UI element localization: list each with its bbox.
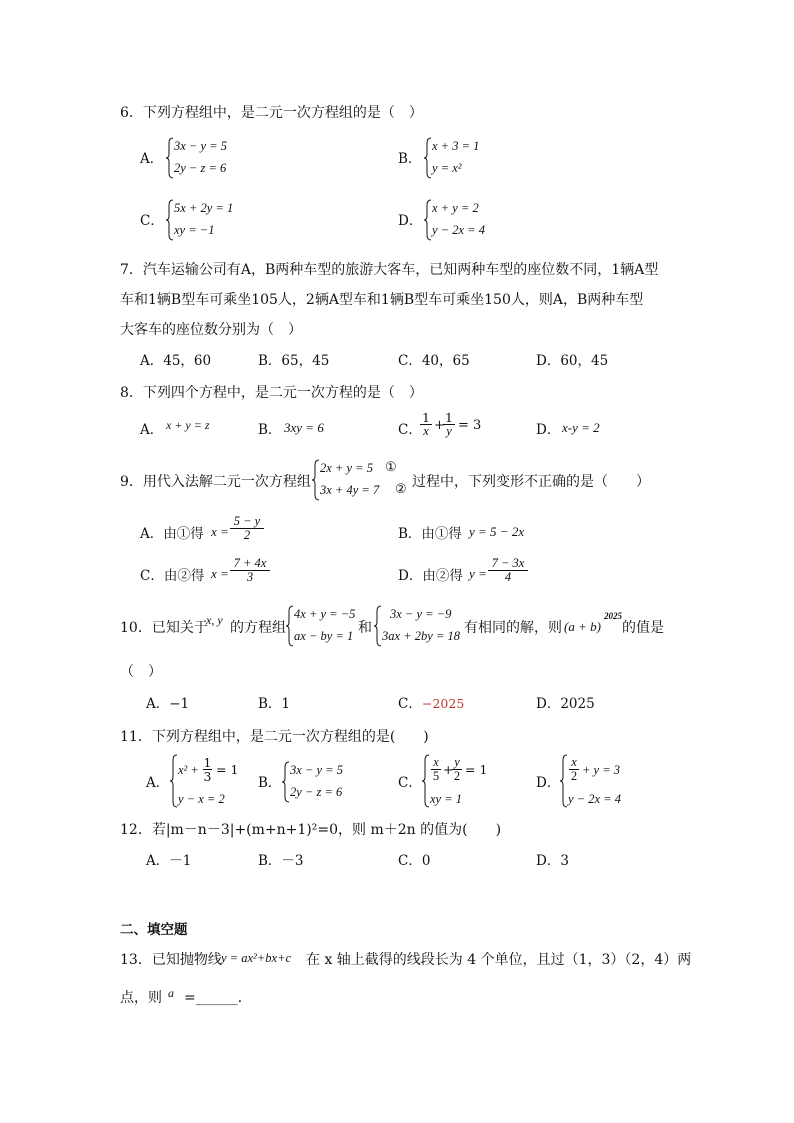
q6-option-c-label: C．: [140, 213, 164, 229]
q8-c-numerator-1: 1: [422, 410, 430, 425]
q6-d-eq2: y − 2x = 4: [432, 223, 485, 237]
q6-option-d-label: D．: [398, 213, 423, 229]
q9-option-a-label: A．由①得: [140, 526, 204, 542]
q13-expr: y = ax²+bx+c: [221, 951, 291, 965]
q11-stem: 11．下列方程组中，是二元一次方程组的是( ): [120, 729, 429, 745]
q10-option-d: D．2025: [536, 696, 595, 712]
q10-option-c-value: −2025: [422, 696, 465, 711]
q12-option-b: B．－3: [258, 853, 304, 869]
brace-icon: [166, 137, 174, 179]
q10-stem-post1: 有相同的解，则: [464, 620, 562, 636]
q9-d-denominator: 4: [488, 570, 528, 584]
q11-a-denominator: 3: [203, 769, 212, 784]
q9-stem-pre: 9．用代入法解二元一次方程组: [120, 474, 311, 490]
q6-option-a-system: [166, 137, 256, 179]
q8-c-denominator-2: y: [443, 424, 455, 438]
q10-vars: x, y: [206, 613, 223, 627]
q7-option-b: B．65，45: [258, 353, 330, 369]
q11-option-d-label: D．: [536, 775, 561, 791]
q6-a-eq1: 3x − y = 5: [174, 139, 227, 153]
q10-paren: （ ）: [120, 664, 162, 680]
q10-stem-mid: 的方程组: [230, 620, 286, 636]
q10-exponent: 2025: [604, 611, 622, 621]
q6-c-eq2: xy = −1: [174, 223, 215, 237]
q9-d-numerator: 7 − 3x: [491, 556, 525, 570]
q11-c-plus: +: [443, 762, 454, 777]
q9-mark2: ②: [395, 482, 407, 497]
q13-stem-post: 在 x 轴上截得的线段长为 4 个单位，且过（1，3）（2，4）两: [306, 952, 692, 968]
q10-s2-eq1: 3x − y = −9: [390, 607, 452, 621]
q10-option-a: A．−1: [146, 696, 190, 712]
q11-option-d-system: [560, 754, 640, 808]
q6-option-a-label: A．: [140, 151, 164, 167]
q9-a-denominator: 2: [230, 528, 264, 542]
q9-c-fraction: [230, 557, 270, 584]
q9-option-d-label: D．由②得: [398, 568, 463, 584]
q9-mark1: ①: [385, 460, 397, 475]
q11-c-fraction-1: [431, 756, 441, 783]
q6-a-eq2: 2y − z = 6: [174, 161, 227, 175]
q10-expr: (a + b): [564, 619, 601, 634]
q11-c-fraction-2: [452, 756, 462, 783]
q9-a-numerator: 5 − y: [233, 514, 261, 528]
brace-icon: [170, 754, 178, 808]
q9-a-fraction: [230, 515, 264, 542]
q9-c-numerator: 7 + 4x: [233, 556, 267, 570]
q9-d-fraction: [488, 557, 528, 584]
q9-a-lhs: x =: [211, 524, 229, 539]
q6-c-eq1: 5x + 2y = 1: [174, 201, 234, 215]
q12-stem: 12．若|m－n－3|+(m+n+1)²=0，则 m＋2n 的值为( ): [120, 822, 502, 838]
q8-c-denominator-1: x: [420, 424, 432, 438]
q7-option-a: A．45，60: [140, 353, 212, 369]
q10-and: 和: [358, 620, 372, 636]
q11-d-numerator: x: [571, 755, 577, 769]
q11-d-eq2: y − 2x = 4: [568, 792, 621, 806]
q11-a-numerator: 1: [203, 755, 212, 770]
q10-s1-eq2: ax − by = 1: [294, 629, 354, 643]
q8-option-a: x + y = z: [166, 418, 210, 432]
q11-b-eq2: 2y − z = 6: [290, 785, 343, 799]
q8-option-b: 3xy = 6: [284, 420, 324, 435]
q6-option-d-system: [424, 199, 514, 241]
q11-a-eq1-pre: x² +: [178, 763, 199, 777]
section-title-fill-in: 二、填空题: [120, 922, 188, 938]
q8-option-d-label: D．: [536, 422, 561, 438]
brace-icon: [424, 199, 432, 241]
q11-c-eq2: xy = 1: [430, 792, 463, 806]
brace-icon: [286, 605, 294, 647]
q13-stem-pre: 13．已知抛物线: [120, 952, 222, 968]
q11-a-eq1-post: = 1: [216, 762, 239, 777]
q10-option-b: B．1: [258, 696, 291, 712]
q11-option-a-system: [170, 754, 240, 808]
q8-option-b-label: B．: [258, 422, 282, 438]
q10-option-c-label: C．: [398, 696, 422, 712]
q8-c-fraction-2: [443, 411, 455, 438]
brace-icon: [166, 199, 174, 241]
q10-s2-eq2: 3ax + 2by = 18: [382, 629, 460, 643]
q13-line2-post: =______．: [184, 990, 252, 1006]
q7-option-d: D．60，45: [536, 353, 609, 369]
q6-option-b-system: [424, 137, 514, 179]
q8-stem: 8．下列四个方程中，是二元一次方程的是（ ）: [120, 385, 423, 401]
q9-b-expr: y = 5 − 2x: [469, 524, 525, 539]
q9-c-lhs: x =: [211, 566, 229, 581]
q10-stem-pre: 10．已知关于: [120, 620, 208, 636]
q11-option-b-label: B．: [258, 775, 282, 791]
q8-c-fraction-1: [420, 411, 432, 438]
q9-eq1: 2x + y = 5: [320, 461, 373, 475]
q11-c-denominator-2: 2: [453, 769, 461, 783]
q7-option-c: C．40，65: [398, 353, 470, 369]
q6-option-b-label: B．: [398, 151, 422, 167]
q13-line2-pre: 点，则: [120, 990, 162, 1006]
q8-c-numerator-2: 1: [445, 410, 453, 425]
q9-c-denominator: 3: [230, 570, 270, 584]
q11-c-numerator-1: x: [433, 755, 439, 769]
q9-d-lhs: y =: [469, 566, 487, 581]
q11-option-c-system: [422, 754, 492, 808]
brace-icon: [312, 459, 320, 501]
q8-option-a-label: A．: [140, 422, 164, 438]
q6-stem: 6．下列方程组中，是二元一次方程组的是（ ）: [120, 105, 423, 121]
q11-option-c-label: C．: [398, 775, 422, 791]
q9-system: [312, 459, 412, 501]
q9-option-c-label: C．由②得: [140, 568, 205, 584]
q10-system-2: [374, 605, 468, 647]
q9-eq2: 3x + 4y = 7: [320, 483, 380, 497]
q10-system-1: [286, 605, 362, 647]
q10-stem-post2: 的值是: [622, 620, 664, 636]
q12-option-d: D．3: [536, 853, 569, 869]
q6-option-c-system: [166, 199, 256, 241]
q8-c-plus: +: [434, 418, 445, 433]
q11-option-a-label: A．: [146, 775, 170, 791]
q6-d-eq1: x + y = 2: [432, 201, 479, 215]
q11-d-fraction: [569, 756, 579, 783]
q11-b-eq1: 3x − y = 5: [290, 763, 343, 777]
q7-line3: 大客车的座位数分别为（ ）: [120, 322, 302, 338]
q11-d-denominator: 2: [570, 769, 578, 783]
brace-icon: [374, 605, 382, 647]
q7-line2: 车和1辆B型车可乘坐105人，2辆A型车和1辆B型车可乘坐150人，则A，B两种车型: [120, 292, 644, 308]
q11-a-fraction: [203, 756, 212, 783]
q11-c-post: = 1: [465, 762, 488, 777]
q11-option-b-system: [282, 761, 362, 803]
q8-option-d: x-y = 2: [562, 420, 600, 435]
q7-line1: 7．汽车运输公司有A，B两种车型的旅游大客车，已知两种车型的座位数不同，1辆A型: [120, 262, 659, 278]
q12-option-c: C．0: [398, 853, 431, 869]
q8-option-c-label: C．: [398, 422, 422, 438]
q11-c-denominator-1: 5: [432, 769, 440, 783]
brace-icon: [560, 754, 568, 808]
q9-stem-post: 过程中，下列变形不正确的是（ ）: [412, 474, 650, 490]
q10-s1-eq1: 4x + y = −5: [294, 607, 356, 621]
brace-icon: [422, 754, 430, 808]
q6-b-eq2: y = x²: [432, 161, 462, 175]
q13-var: a: [168, 986, 174, 1000]
q6-b-eq1: x + 3 = 1: [432, 139, 480, 153]
q8-c-rest: = 3: [458, 418, 482, 433]
q11-d-post: + y = 3: [582, 763, 621, 777]
q11-c-numerator-2: y: [454, 755, 460, 769]
brace-icon: [282, 761, 290, 803]
q11-a-eq2: y − x = 2: [178, 792, 225, 806]
q9-option-b-label: B．由①得: [398, 526, 462, 542]
q12-option-a: A．－1: [146, 853, 192, 869]
brace-icon: [424, 137, 432, 179]
